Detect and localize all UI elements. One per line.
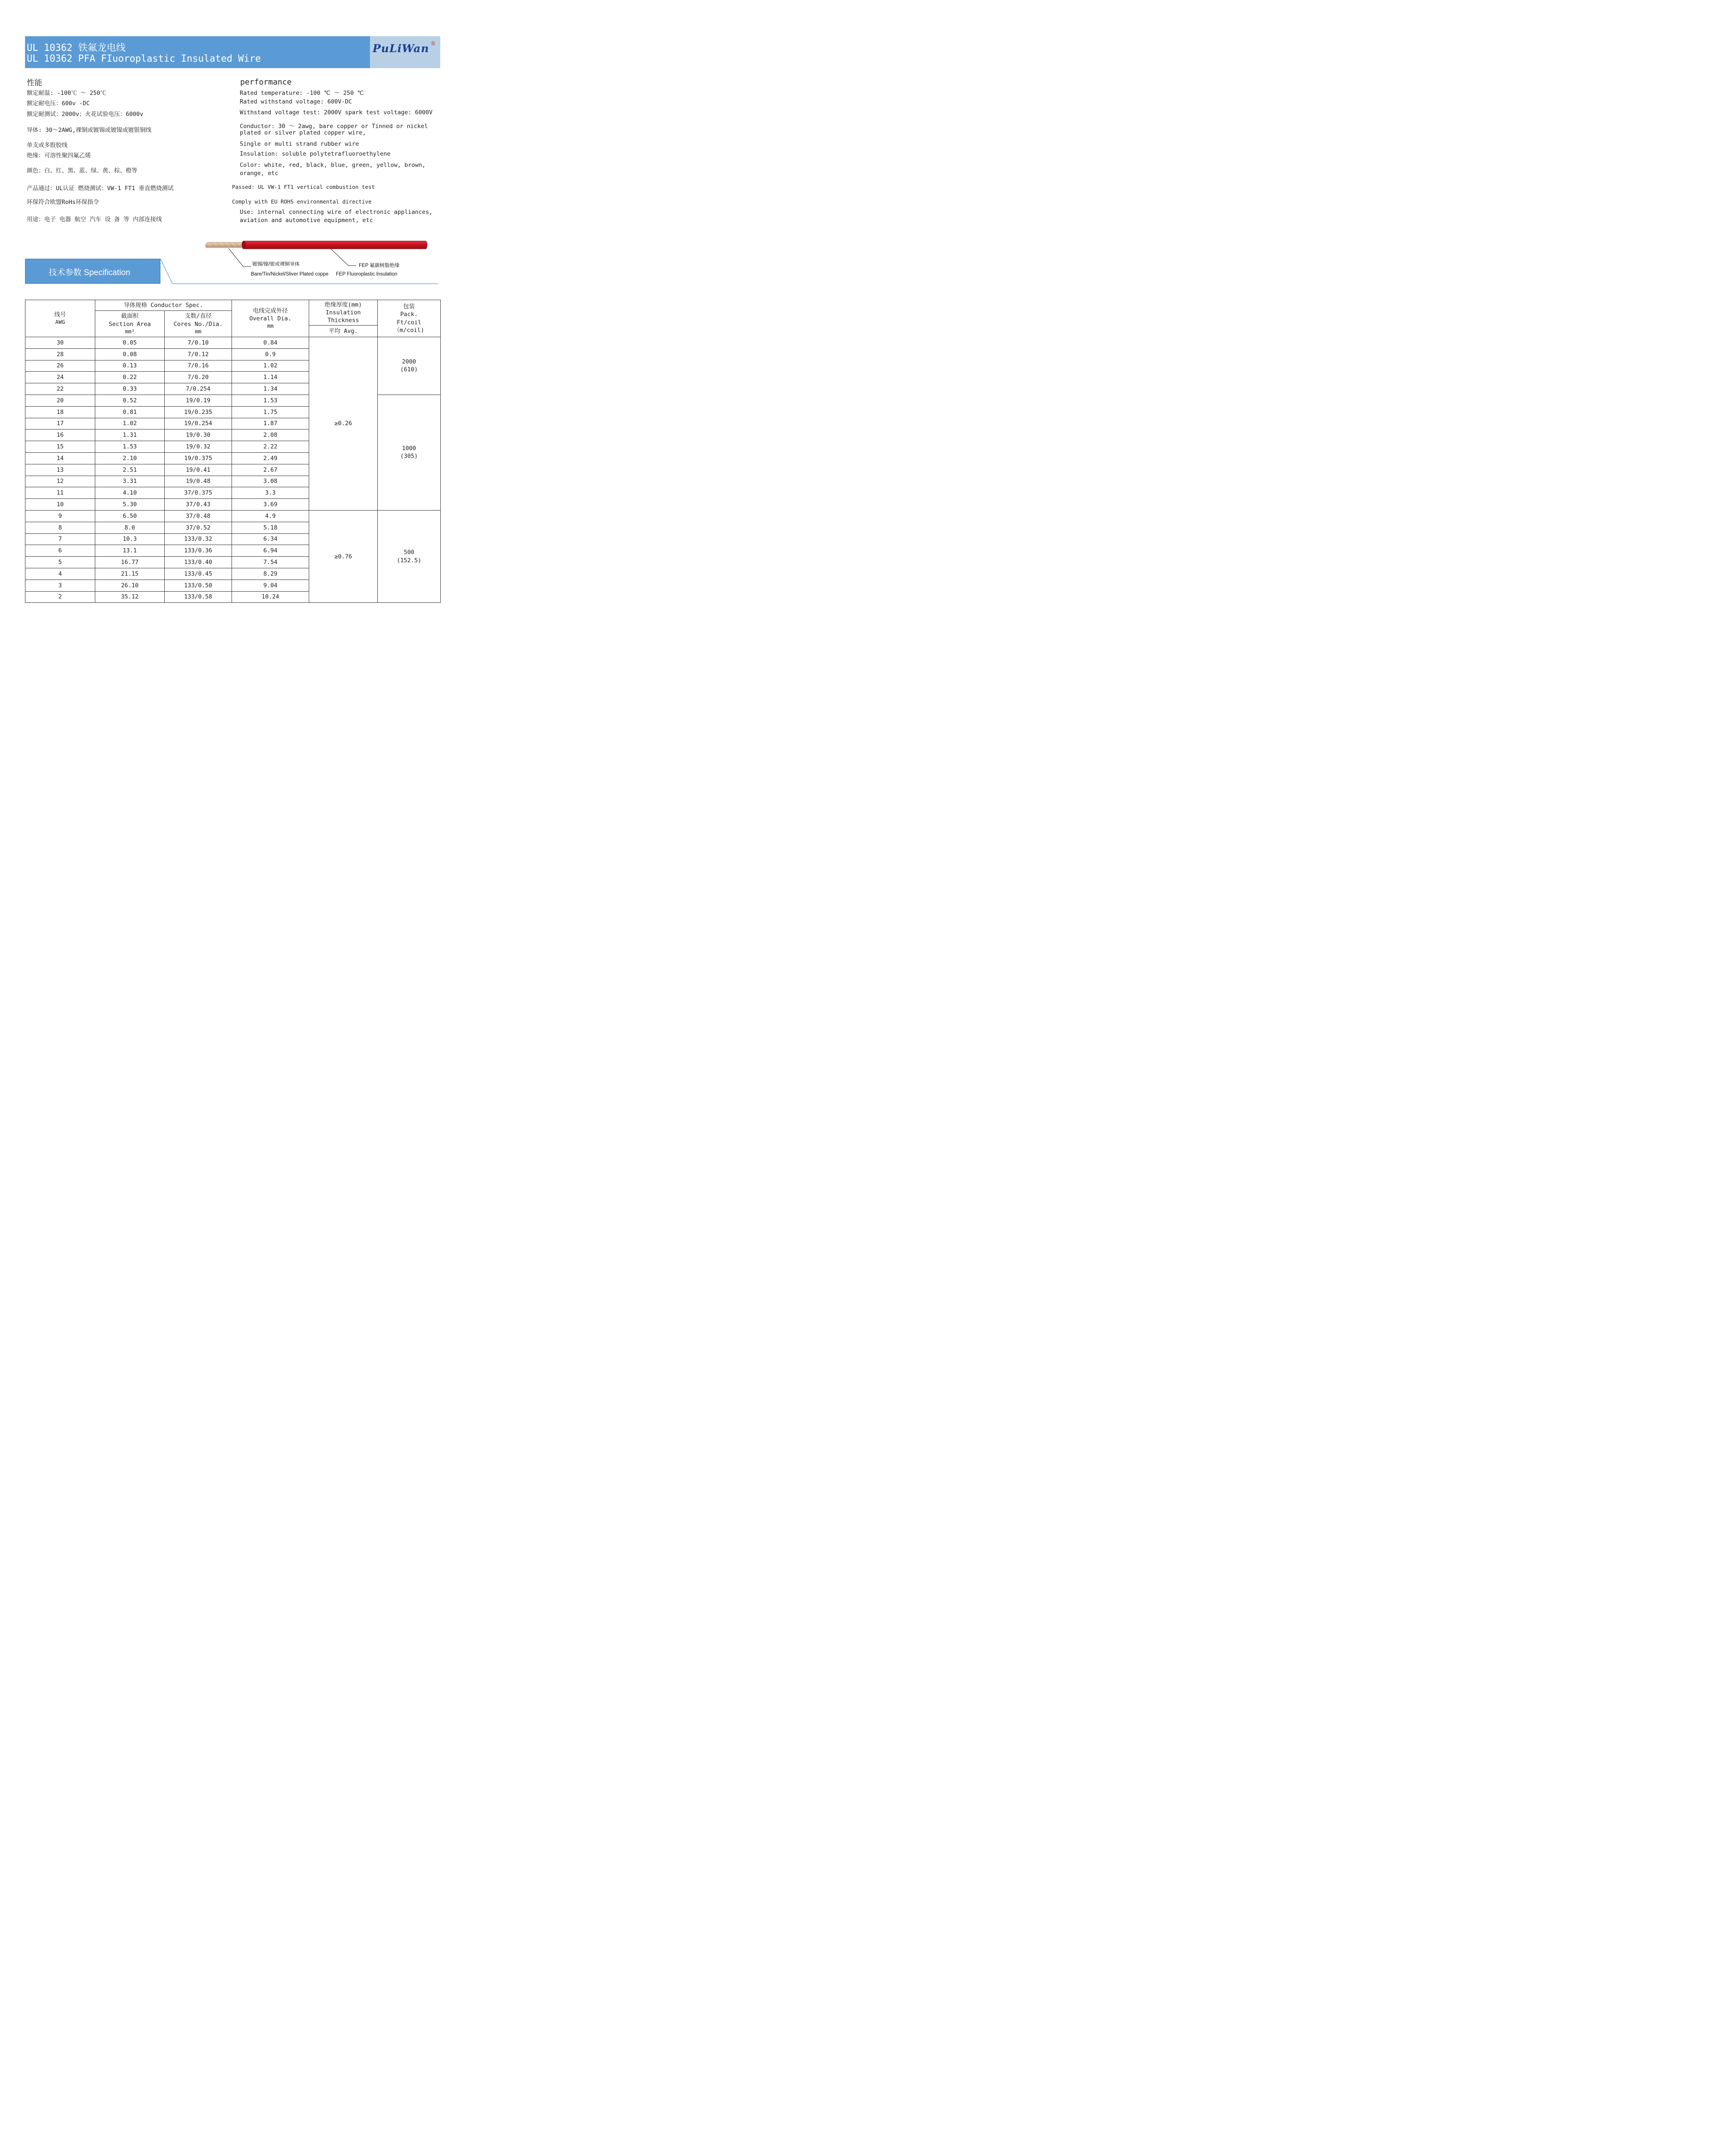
specification-table — [25, 300, 441, 603]
insulation-en: Insulation: soluble polytetrafluoroethylene — [240, 150, 391, 157]
overall-dia-cell: 6.34 — [232, 533, 309, 545]
insulation-jacket — [242, 241, 427, 249]
cores-dia-cell: 19/0.375 — [165, 452, 232, 464]
section-area-cell: 1.53 — [95, 441, 165, 453]
insulation-label-en: FEP Fluoroplastic lnsulation — [336, 272, 398, 277]
pack-m: (610) — [400, 366, 418, 373]
pack-ft: 2000 — [402, 358, 416, 366]
awg-cell: 20 — [25, 395, 95, 406]
pack-m: (152.5) — [397, 557, 421, 564]
insulation-thickness-cell: ≥0.26 — [309, 337, 378, 511]
table-row — [25, 395, 441, 406]
section-area-cell: 2.51 — [95, 464, 165, 476]
overall-dia-cell: 2.08 — [232, 429, 309, 441]
passed-en: Passed: UL VW-1 FT1 vertical combustion test — [232, 184, 375, 190]
section-area-cell: 1.31 — [95, 429, 165, 441]
conductor-en-2: plated or silver plated copper wire, — [240, 129, 366, 136]
cores-dia-cell: 133/0.36 — [165, 545, 232, 557]
cores-dia-cell: 7/0.254 — [165, 383, 232, 395]
conductor-spec-header: 导体规格 Conductor Spec. — [95, 300, 232, 311]
section-area-cell: 0.81 — [95, 406, 165, 418]
awg-cell: 5 — [25, 557, 95, 568]
table-row — [25, 510, 441, 522]
overall-dia-cell: 5.18 — [232, 522, 309, 533]
section-area-header: 截面积 Section Area mm² — [95, 311, 165, 337]
overall-dia-cell: 1.53 — [232, 395, 309, 406]
use-en-2: aviation and automotive equipment, etc — [240, 217, 373, 224]
insulation-thickness-cell: ≥0.76 — [309, 510, 378, 602]
color-en-1: Color: white, red, black, blue, green, yellow, brown, — [240, 162, 426, 169]
registered-mark: ® — [430, 41, 436, 47]
test-voltage-cn: 额定耐测试：2000v；火花试验电压：6000v — [27, 111, 144, 118]
overall-dia-cell: 2.49 — [232, 452, 309, 464]
logo — [370, 36, 440, 68]
conductor-label-cn: 镀锡/镍/银或裸铜导体 — [252, 262, 300, 267]
cores-dia-cell: 7/0.10 — [165, 337, 232, 349]
insulation-thickness-header: 绝缘厚度(mm) Insulation Thickness — [309, 300, 378, 326]
table-row — [25, 337, 441, 349]
awg-cell: 17 — [25, 418, 95, 429]
awg-cell: 3 — [25, 580, 95, 591]
color-cn: 颜色：白、红、黑、蓝、绿、黄、棕、橙等 — [27, 167, 138, 174]
cores-dia-cell: 37/0.52 — [165, 522, 232, 533]
awg-cell: 11 — [25, 487, 95, 499]
rated-voltage-cn: 额定耐电压：600v -DC — [27, 100, 90, 107]
specification-body — [25, 337, 441, 603]
title-cn: UL 10362 铁氟龙电线 — [27, 43, 126, 53]
section-area-cell: 0.13 — [95, 360, 165, 372]
cores-dia-cell: 7/0.12 — [165, 348, 232, 360]
overall-dia-cell: 1.34 — [232, 383, 309, 395]
title-en: UL 10362 PFA FIuoroplastic Insulated Wire — [27, 53, 261, 64]
cores-dia-cell: 19/0.19 — [165, 395, 232, 406]
awg-cell: 12 — [25, 476, 95, 487]
awg-cell: 14 — [25, 452, 95, 464]
awg-header: 线号 AWG — [25, 300, 95, 337]
cores-dia-cell: 19/0.41 — [165, 464, 232, 476]
section-area-cell: 10.3 — [95, 533, 165, 545]
overall-dia-cell: 0.84 — [232, 337, 309, 349]
overall-dia-cell: 3.69 — [232, 499, 309, 511]
rated-temp-cn: 额定耐温: -100℃ ～ 250℃ — [27, 90, 106, 97]
overall-dia-cell: 7.54 — [232, 557, 309, 568]
awg-cell: 13 — [25, 464, 95, 476]
passed-cn: 产品通过：UL认证 燃烧测试：VW-1 FT1 垂直燃烧测试 — [27, 185, 174, 192]
overall-dia-cell: 1.87 — [232, 418, 309, 429]
color-en-2: orange, etc — [240, 170, 279, 177]
section-area-cell: 4.10 — [95, 487, 165, 499]
use-en-1: Use: internal connecting wire of electronic appliances, — [240, 209, 433, 216]
section-area-cell: 1.02 — [95, 418, 165, 429]
rohs-cn: 环保符合欧盟RoHs环保指令 — [27, 199, 99, 206]
overall-dia-cell: 3.08 — [232, 476, 309, 487]
specification-rule — [160, 258, 440, 285]
awg-cell: 15 — [25, 441, 95, 453]
awg-cell: 22 — [25, 383, 95, 395]
pack-cell — [378, 510, 441, 602]
use-cn: 用途：电子 电器 航空 汽车 设 备 等 内部连接线 — [27, 216, 162, 223]
cores-dia-cell: 133/0.45 — [165, 568, 232, 580]
section-area-cell: 5.30 — [95, 499, 165, 511]
overall-dia-cell: 0.9 — [232, 348, 309, 360]
insulation-cn: 绝缘：可溶性聚四氟乙烯 — [27, 152, 91, 159]
overall-dia-header: 电线完成外径 Overall Dia. mm — [232, 300, 309, 337]
awg-cell: 7 — [25, 533, 95, 545]
cores-dia-header: 支数/直径 Cores No./Dia. mm — [165, 311, 232, 337]
section-area-cell: 2.10 — [95, 452, 165, 464]
title-banner — [25, 36, 440, 68]
cores-dia-cell: 7/0.20 — [165, 372, 232, 383]
section-area-cell: 0.33 — [95, 383, 165, 395]
section-area-cell: 16.77 — [95, 557, 165, 568]
overall-dia-cell: 8.29 — [232, 568, 309, 580]
awg-cell: 24 — [25, 372, 95, 383]
cores-dia-cell: 133/0.32 — [165, 533, 232, 545]
overall-dia-cell: 9.04 — [232, 580, 309, 591]
strand-cn: 单支或多股胶线 — [27, 142, 68, 149]
overall-dia-cell: 6.94 — [232, 545, 309, 557]
section-area-cell: 0.22 — [95, 372, 165, 383]
overall-dia-cell: 2.22 — [232, 441, 309, 453]
awg-cell: 6 — [25, 545, 95, 557]
overall-dia-cell: 10.24 — [232, 591, 309, 603]
section-area-cell: 21.15 — [95, 568, 165, 580]
cores-dia-cell: 7/0.16 — [165, 360, 232, 372]
awg-cell: 2 — [25, 591, 95, 603]
rated-voltage-en: Rated withstand voltage: 600V-DC — [240, 98, 352, 105]
pack-cell — [378, 395, 441, 510]
cores-dia-cell: 37/0.375 — [165, 487, 232, 499]
section-area-cell: 0.08 — [95, 348, 165, 360]
pack-ft: 1000 — [402, 445, 416, 452]
awg-cell: 8 — [25, 522, 95, 533]
awg-cell: 28 — [25, 348, 95, 360]
overall-dia-cell: 1.75 — [232, 406, 309, 418]
cores-dia-cell: 19/0.254 — [165, 418, 232, 429]
insulation-avg-header: 平均 Avg. — [309, 326, 378, 337]
rohs-en: Comply with EU ROHS environmental directive — [232, 198, 372, 205]
section-area-cell: 6.50 — [95, 510, 165, 522]
cores-dia-cell: 37/0.48 — [165, 510, 232, 522]
specification-banner — [25, 259, 160, 284]
test-voltage-en: Withstand voltage test: 2000V spark test voltage: 6000V — [240, 109, 433, 116]
performance-heading-en: performance — [240, 78, 292, 87]
awg-cell: 26 — [25, 360, 95, 372]
section-area-cell: 35.12 — [95, 591, 165, 603]
cores-dia-cell: 19/0.235 — [165, 406, 232, 418]
conductor-label-en: Bare/Tin/Nickel/Sliver Plated coppe — [251, 272, 329, 277]
cores-dia-cell: 133/0.50 — [165, 580, 232, 591]
strand-en: Single or multi strand rubber wire — [240, 141, 359, 147]
awg-cell: 4 — [25, 568, 95, 580]
section-area-cell: 26.10 — [95, 580, 165, 591]
pack-ft: 500 — [404, 549, 414, 556]
cores-dia-cell: 133/0.58 — [165, 591, 232, 603]
cores-dia-cell: 19/0.32 — [165, 441, 232, 453]
overall-dia-cell: 4.9 — [232, 510, 309, 522]
section-area-cell: 8.0 — [95, 522, 165, 533]
awg-cell: 10 — [25, 499, 95, 511]
cores-dia-cell: 19/0.30 — [165, 429, 232, 441]
conductor-en-1: Conductor: 30 ～ 2awg, bare copper or Tinned or nickel — [240, 123, 428, 130]
performance-heading-cn: 性能 — [27, 78, 42, 88]
rated-temp-en: Rated temperature: -100 ℃ ～ 250 ℃ — [240, 90, 364, 97]
insulation-label-cn: FEP 氟碳树脂绝缘 — [359, 263, 400, 268]
awg-cell: 30 — [25, 337, 95, 349]
cores-dia-cell: 37/0.43 — [165, 499, 232, 511]
specification-heading: 技术参数 Specification — [49, 268, 131, 277]
section-area-cell: 3.31 — [95, 476, 165, 487]
section-area-cell: 13.1 — [95, 545, 165, 557]
conductor-strands — [206, 242, 244, 248]
section-area-cell: 0.05 — [95, 337, 165, 349]
overall-dia-cell: 1.02 — [232, 360, 309, 372]
conductor-cn: 导体: 30～2AWG,裸铜或镀锡或镀镍或镀银铜线 — [27, 127, 152, 134]
pack-m: (305) — [400, 453, 418, 460]
awg-cell: 18 — [25, 406, 95, 418]
logo-text: PuLiWan — [373, 42, 429, 55]
overall-dia-cell: 2.67 — [232, 464, 309, 476]
pack-header: 包装 Pack. Ft/coil （m/coil) — [378, 300, 441, 337]
overall-dia-cell: 3.3 — [232, 487, 309, 499]
overall-dia-cell: 1.14 — [232, 372, 309, 383]
cores-dia-cell: 19/0.48 — [165, 476, 232, 487]
pack-cell — [378, 337, 441, 395]
section-area-cell: 0.52 — [95, 395, 165, 406]
awg-cell: 16 — [25, 429, 95, 441]
cores-dia-cell: 133/0.40 — [165, 557, 232, 568]
awg-cell: 9 — [25, 510, 95, 522]
